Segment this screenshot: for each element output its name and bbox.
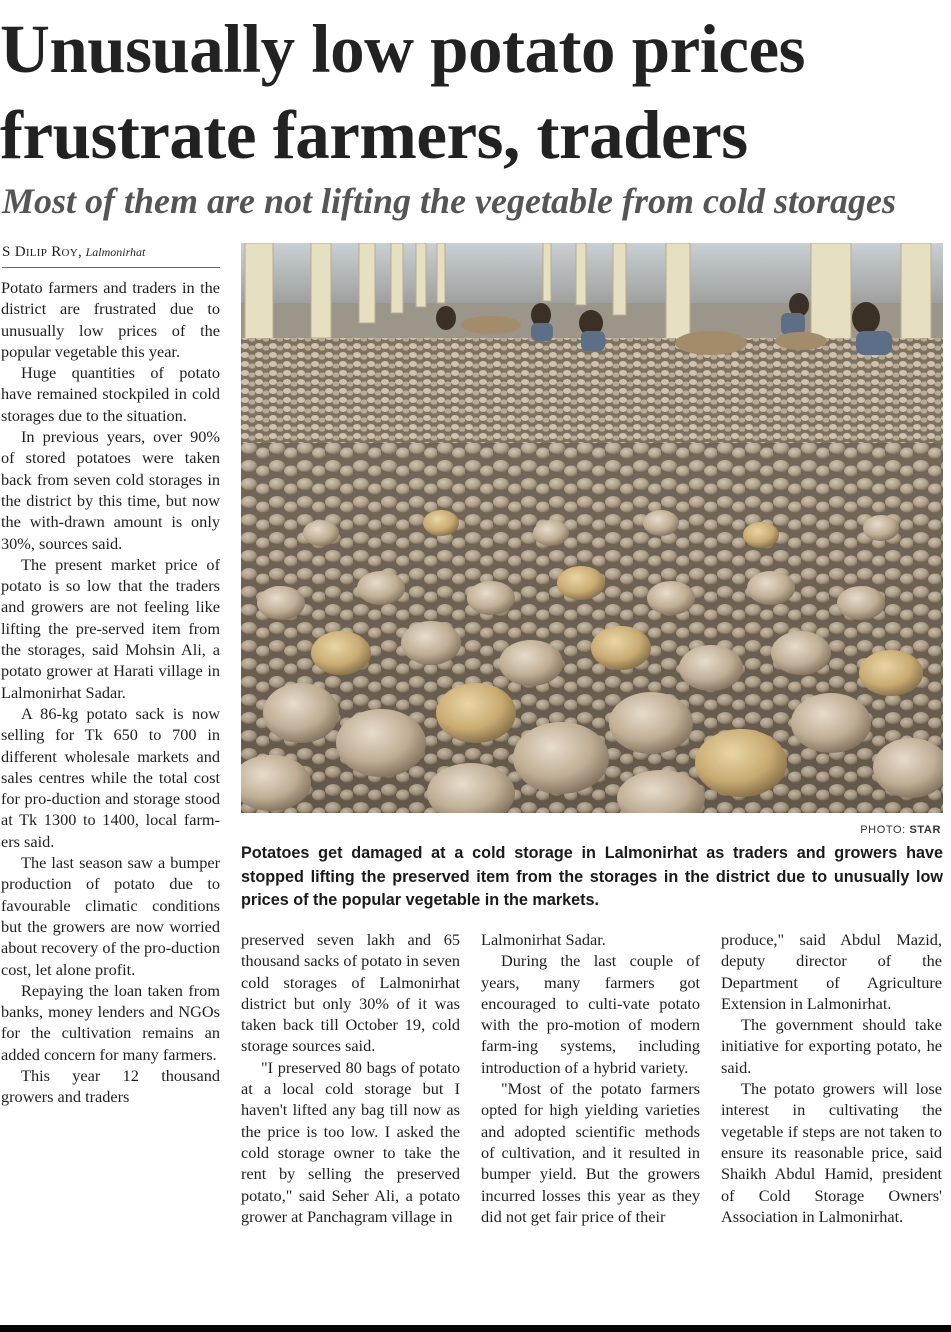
- paragraph: This year 12 thousand growers and traders: [1, 1065, 220, 1107]
- photo-credit-source: STAR: [909, 824, 941, 836]
- subheadline: Most of them are not lifting the vegetable from cold storages: [2, 181, 896, 221]
- paragraph: The potato growers will lose interest in cultivating the vegetable if steps are not taken to ensure its reasonable price, said Shaikh Abdul Hamid, president of Cold Storage Owners' Association in Lalmonirhat.: [721, 1079, 942, 1226]
- paragraph: The government should take initiative for exporting potato, he said.: [721, 1015, 942, 1077]
- page-bottom-rule: [0, 1325, 951, 1332]
- paragraph: Huge quantities of potato have remained stockpiled in cold storages due to the situation.: [1, 363, 220, 425]
- paragraph: During the last couple of years, many farmers got encouraged to culti-vate potato with the pro-motion of modern farm-ing systems, including introduction of a hybrid variety.: [481, 951, 700, 1077]
- photo-credit: [241, 824, 941, 836]
- article-column-2: [241, 929, 460, 1324]
- paragraph: A 86-kg potato sack is now selling for Tk 650 to 700 in different wholesale markets and sales centres while the total cost for pro-duction and storage stood at Tk 1300 to 1400, local farm-ers said.: [1, 703, 220, 851]
- article-column-4: [721, 929, 942, 1324]
- headline-line-2: frustrate farmers, traders: [0, 97, 748, 173]
- headline-line-1: Unusually low potato prices: [0, 11, 805, 87]
- headline: [0, 6, 951, 178]
- article-column-1: [1, 277, 220, 1325]
- paragraph: Lalmonirhat Sadar.: [481, 930, 606, 949]
- paragraph: "I preserved 80 bags of potato at a local cold storage but I haven't lifted any bag till now as the price is too low. I asked the cold storage owner to take the rent by selling the preserved potato," said Seher Ali, a potato grower at Panchagram village in: [241, 1057, 460, 1226]
- photo-credit-label: PHOTO:: [860, 824, 906, 836]
- paragraph: In previous years, over 90% of stored potatoes were taken back from seven cold storages in the district by this time, but now the with-drawn amount is only 30%, sources said.: [1, 427, 220, 553]
- paragraph: The present market price of potato is so low that the traders and growers are not feeling like lifting the pre-served item from the storages, said Mohsin Ali, a potato grower at Harati village in Lalmonirhat Sadar.: [1, 554, 220, 702]
- byline-location: Lalmonirhat: [85, 245, 146, 259]
- paragraph: produce," said Abdul Mazid, deputy director of the Department of Agriculture Extension in Lalmonirhat.: [721, 930, 942, 1013]
- photo-caption: Potatoes get damaged at a cold storage in Lalmonirhat as traders and growers have stopped lifting the preserved item from the storages in the district due to unusually low prices of the popular vegetable in the markets.: [241, 844, 943, 909]
- byline: [2, 244, 220, 268]
- photo-potatoes-cold-storage: [241, 243, 943, 813]
- photo-illustration: [241, 243, 943, 813]
- paragraph: preserved seven lakh and 65 thousand sacks of potato in seven cold storages of Lalmonirhat district but only 30% of it was taken back till October 19, cold storage sources said.: [241, 930, 460, 1056]
- paragraph: "Most of the potato farmers opted for high yielding varieties and adopted scientific methods of cultivation, and it resulted in bumper yield. But the growers incurred losses this year as they did not get fair price of their: [481, 1079, 700, 1226]
- paragraph: Repaying the loan taken from banks, money lenders and NGOs for the cultivation remains an added concern for many farmers.: [1, 980, 220, 1064]
- paragraph: Potato farmers and traders in the district are frustrated due to unusually low prices of the popular vegetable this year.: [1, 278, 220, 361]
- byline-author: S Dilip Roy,: [2, 244, 83, 260]
- article-column-3: [481, 929, 700, 1324]
- paragraph: The last season saw a bumper production of potato due to favourable climatic conditions but the growers are now worried about recovery of the pro-duction cost, let alone profit.: [1, 853, 220, 979]
